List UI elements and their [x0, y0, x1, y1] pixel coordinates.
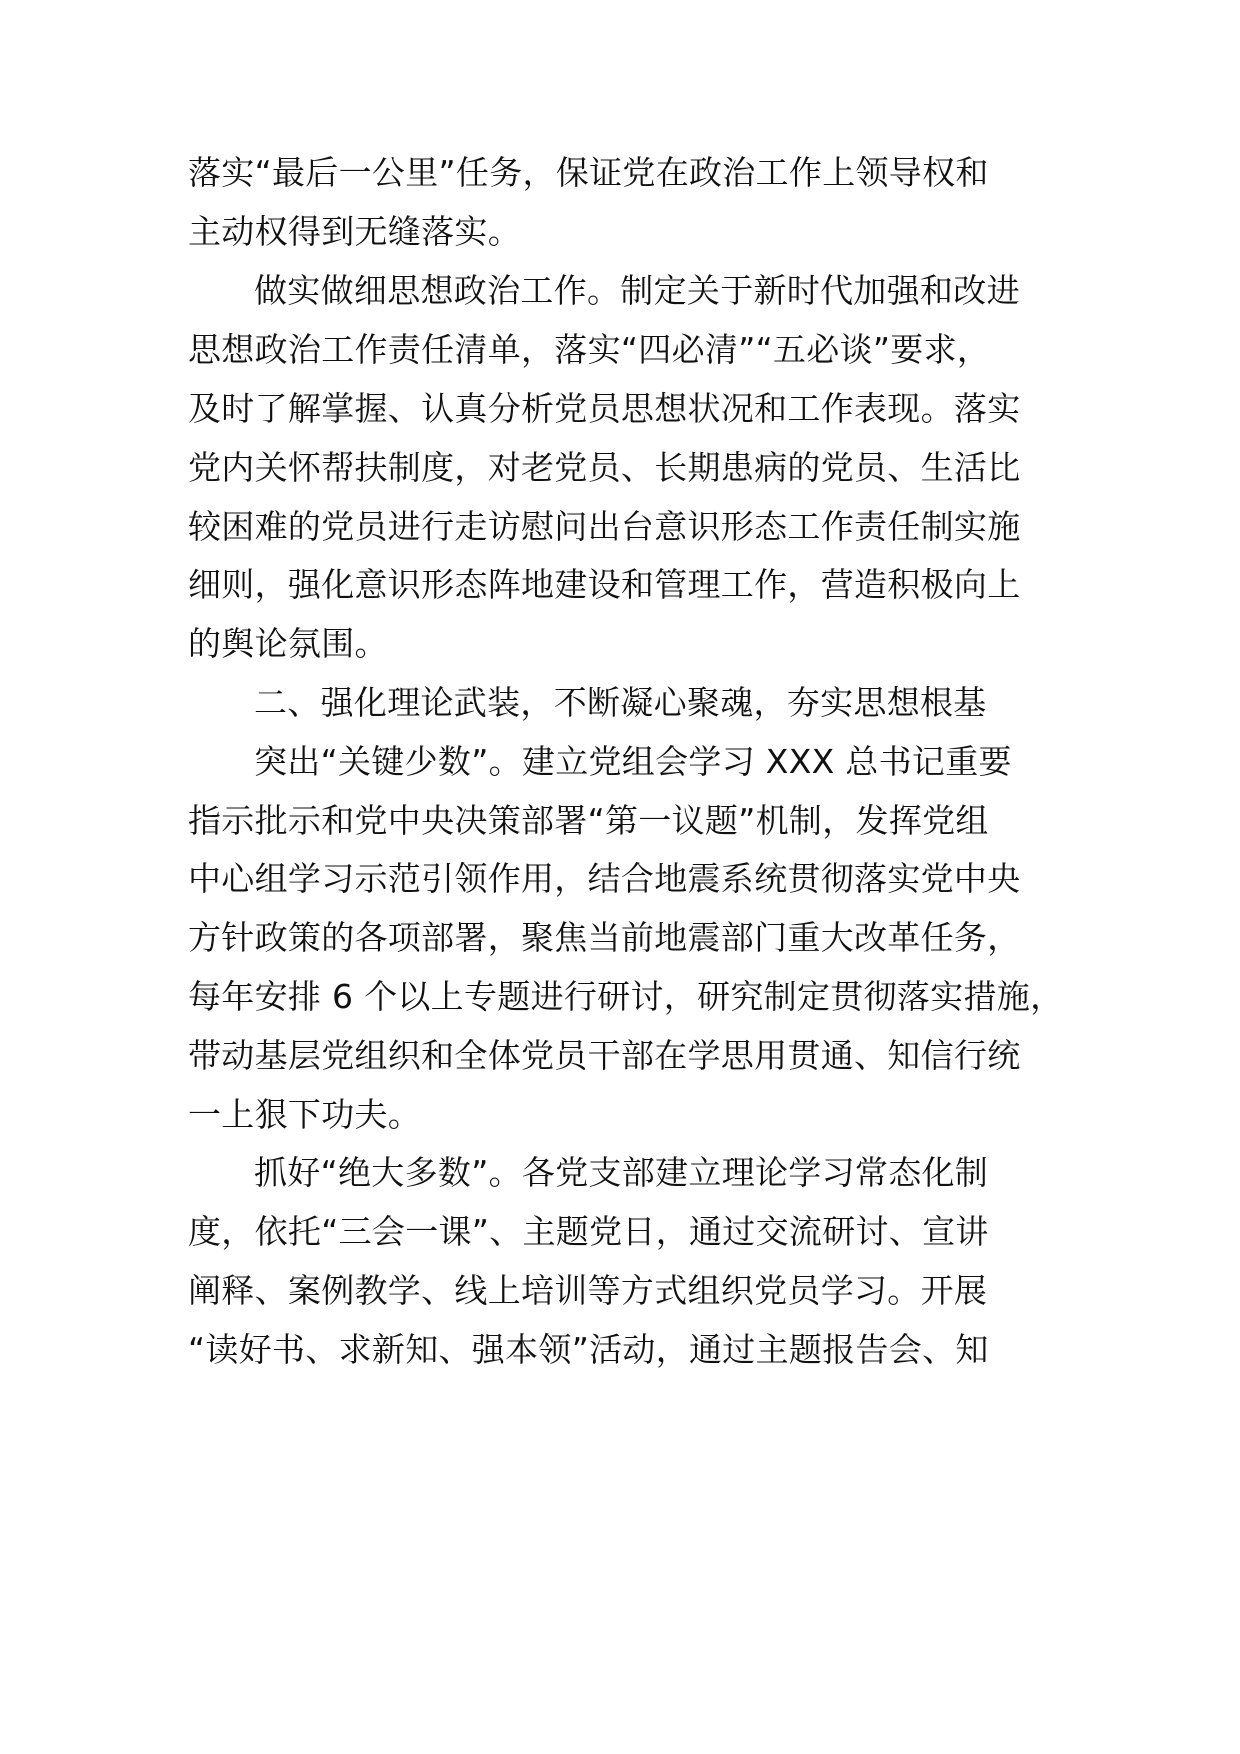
text-line: 中心组学习示范引领作用，结合地震系统贯彻落实党中央: [188, 859, 1021, 898]
text-line: 一上狠下功夫。: [188, 1095, 422, 1134]
text-line: 落实“最后一公里”任务，保证党在政治工作上领导权和: [188, 153, 989, 192]
text-line: “读好书、求新知、强本领”活动，通过主题报告会、知: [188, 1330, 989, 1369]
paragraph-first-line: 抓好“绝大多数”。各党支部建立理论学习常态化制: [254, 1153, 989, 1192]
text-line: 党内关怀帮扶制度，对老党员、长期患病的党员、生活比: [188, 448, 1021, 487]
section-heading: 二、强化理论武装，不断凝心聚魂，夯实思想根基: [254, 683, 987, 722]
text-line: 阐释、案例教学、线上培训等方式组织党员学习。开展: [188, 1271, 988, 1310]
text-line: 每年安排 6 个以上专题进行研讨，研究制定贯彻落实措施，: [188, 977, 1064, 1016]
paragraph-first-line: 做实做细思想政治工作。制定关于新时代加强和改进: [254, 271, 1020, 310]
text-line: 指示批示和党中央决策部署“第一议题”机制，发挥党组: [188, 801, 989, 840]
text-line: 的舆论氛围。: [188, 624, 388, 663]
text-line: 带动基层党组织和全体党员干部在学思用贯通、知信行统: [188, 1036, 1021, 1075]
text-line: 主动权得到无缝落实。: [188, 212, 521, 251]
text-line: 及时了解掌握、认真分析党员思想状况和工作表现。落实: [188, 389, 1021, 428]
text-line: 较困难的党员进行走访慰问出台意识形态工作责任制实施: [188, 507, 1021, 546]
text-line: 度，依托“三会一课”、主题党日，通过交流研讨、宣讲: [188, 1212, 989, 1251]
text-line: 思想政治工作责任清单，落实“四必清”“五必谈”要求，: [188, 330, 991, 369]
paragraph-first-line: 突出“关键少数”。建立党组会学习 XXX 总书记重要: [254, 742, 1012, 781]
text-line: 方针政策的各项部署，聚焦当前地震部门重大改革任务，: [188, 918, 1021, 957]
text-line: 细则，强化意识形态阵地建设和管理工作，营造积极向上: [188, 565, 1021, 604]
